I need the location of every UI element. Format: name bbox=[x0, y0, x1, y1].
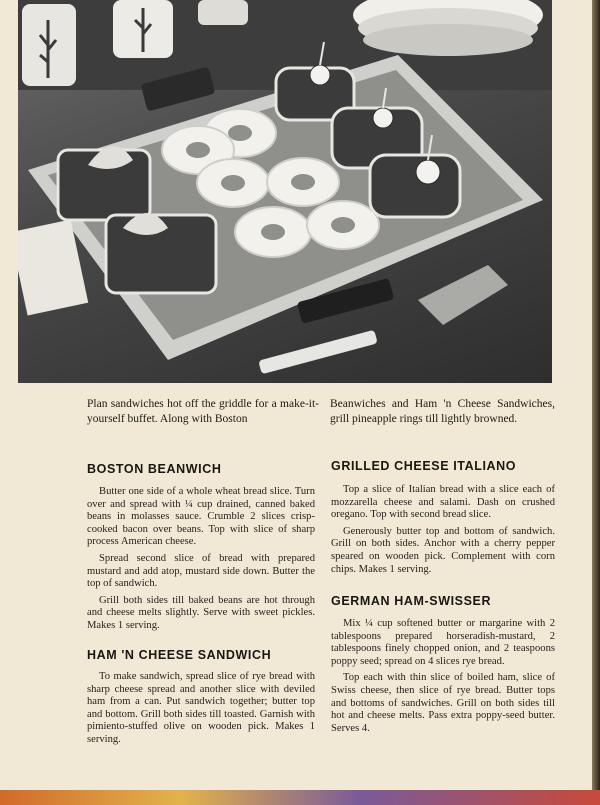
recipe-paragraph: Top a slice of Italian bread with a slice each of mozzarella cheese and salami. Dash on crushed oregano. Top with second bread slice. bbox=[331, 484, 555, 521]
griddle-sandwiches-photo bbox=[18, 0, 552, 383]
photo-caption-left: Plan sandwiches hot off the griddle for a make-it-yourself buffet. Along with Boston bbox=[87, 398, 319, 425]
recipe-paragraph: Spread second slice of bread with prepared mustard and add atop, mustard side down. Butter the top of sandwich. bbox=[87, 552, 315, 590]
recipe-paragraph: Generously butter top and bottom of sandwich. Grill on both sides. Anchor with a cherry pepper speared on wooden pick. Complement with corn chips. Makes 1 serving. bbox=[331, 525, 555, 575]
tablecloth-strip bbox=[0, 790, 600, 805]
recipe-title-german-ham-swisser: GERMAN HAM-SWISSER bbox=[331, 594, 492, 608]
recipe-body-grilled-cheese-italiano bbox=[331, 484, 555, 580]
recipe-body-german-ham-swisser bbox=[331, 618, 555, 739]
recipe-title-boston-beanwich: BOSTON BEANWICH bbox=[87, 462, 222, 476]
recipe-body-ham-n-cheese bbox=[87, 671, 315, 751]
photo-caption-right: Beanwiches and Ham 'n Cheese Sandwiches, grill pineapple rings till lightly browned. bbox=[330, 398, 555, 425]
recipe-body-boston-beanwich bbox=[87, 486, 315, 637]
recipe-paragraph: Top each with thin slice of boiled ham, slice of Swiss cheese, then slice of rye bread. Butter tops and bottoms of sandwiches. Grill on both sides till hot and cheese melts. Pass extra poppy-seed butter. Serves 4. bbox=[331, 672, 555, 734]
page-edge-shadow bbox=[592, 0, 600, 805]
recipe-title-grilled-cheese-italiano: GRILLED CHEESE ITALIANO bbox=[331, 459, 517, 473]
recipe-paragraph: Mix ¼ cup softened butter or margarine with 2 tablespoons prepared horseradish-mustard, 2 tablespoons finely chopped onion, and 2 teaspoons poppy seed; spread on 4 slices rye bread. bbox=[331, 618, 555, 667]
recipe-title-ham-n-cheese: HAM 'N CHEESE SANDWICH bbox=[87, 648, 272, 662]
recipe-paragraph: Grill both sides till baked beans are hot through and cheese melts slightly. Serve with sweet pickles. Makes 1 serving. bbox=[87, 594, 315, 631]
recipe-paragraph: To make sandwich, spread slice of rye bread with sharp cheese spread and another slice with deviled ham from a can. Put sandwich together; butter top and bottom. Grill both sides till toasted. Garnish with pimiento-stuffed olive on wooden pick. Makes 1 serving. bbox=[87, 671, 315, 745]
recipe-paragraph: Butter one side of a whole wheat bread slice. Turn over and spread with ¼ cup drained, canned baked beans in molasses sauce. Crumble 2 slices crisp-cooked bacon over beans. Top with slice of sharp process American cheese. bbox=[87, 486, 315, 548]
